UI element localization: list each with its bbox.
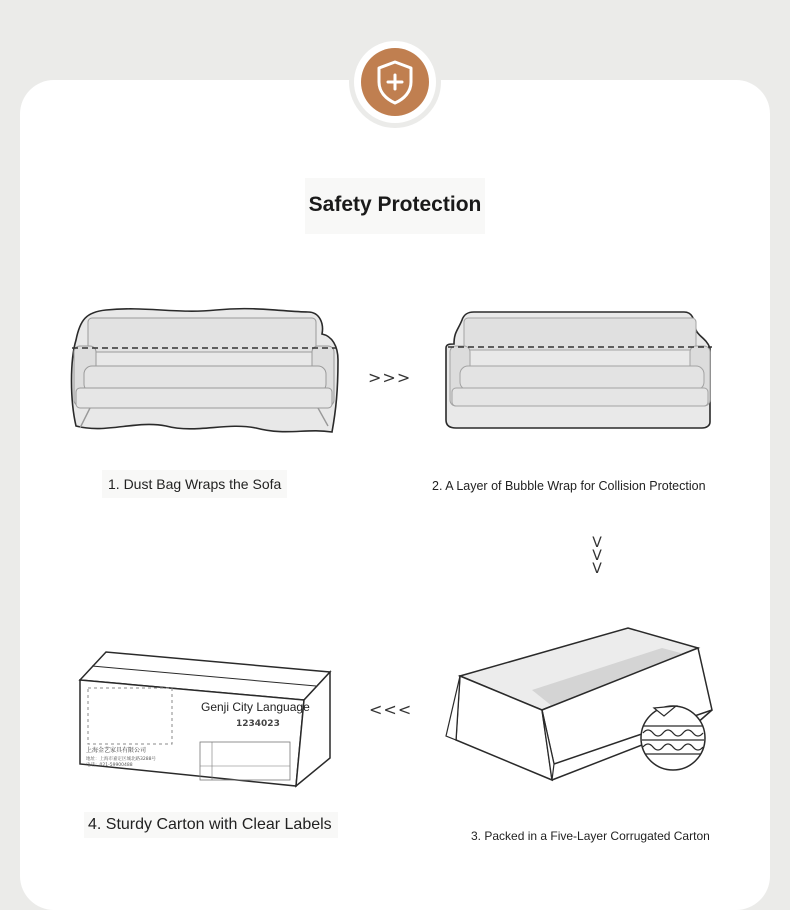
carton-company: 上海金艺家具有限公司 [86,747,147,754]
step-2-label: 2. A Layer of Bubble Wrap for Collision Protection [432,479,706,493]
carton-addr2: 电话：021-59900488 [86,763,133,768]
corrugated-carton-image [442,626,716,786]
arrow-down-3: V [592,561,602,577]
arrow-left: <<< [369,700,413,719]
sofa-bubble-wrap-image [444,308,716,434]
arrow-down [590,537,604,576]
shield-plus-icon [361,48,429,116]
arrow-right: >>> [368,368,412,387]
page-title: Safety Protection [305,178,485,234]
carton-code: 1234023 [236,719,280,729]
step-1-label: 1. Dust Bag Wraps the Sofa [102,470,287,498]
carton-label-image [76,648,336,790]
carton-addr1: 地址：上海市嘉定区城北路3288号 [86,757,156,762]
carton-overlay-text: Genji City Language [201,700,310,714]
arrow-down-1: V [592,535,602,551]
step-4-label: 4. Sturdy Carton with Clear Labels [84,812,338,838]
step-3-label: 3. Packed in a Five-Layer Corrugated Carton [471,829,710,843]
arrow-down-2: V [592,548,602,564]
sofa-dust-bag-image [66,300,342,440]
